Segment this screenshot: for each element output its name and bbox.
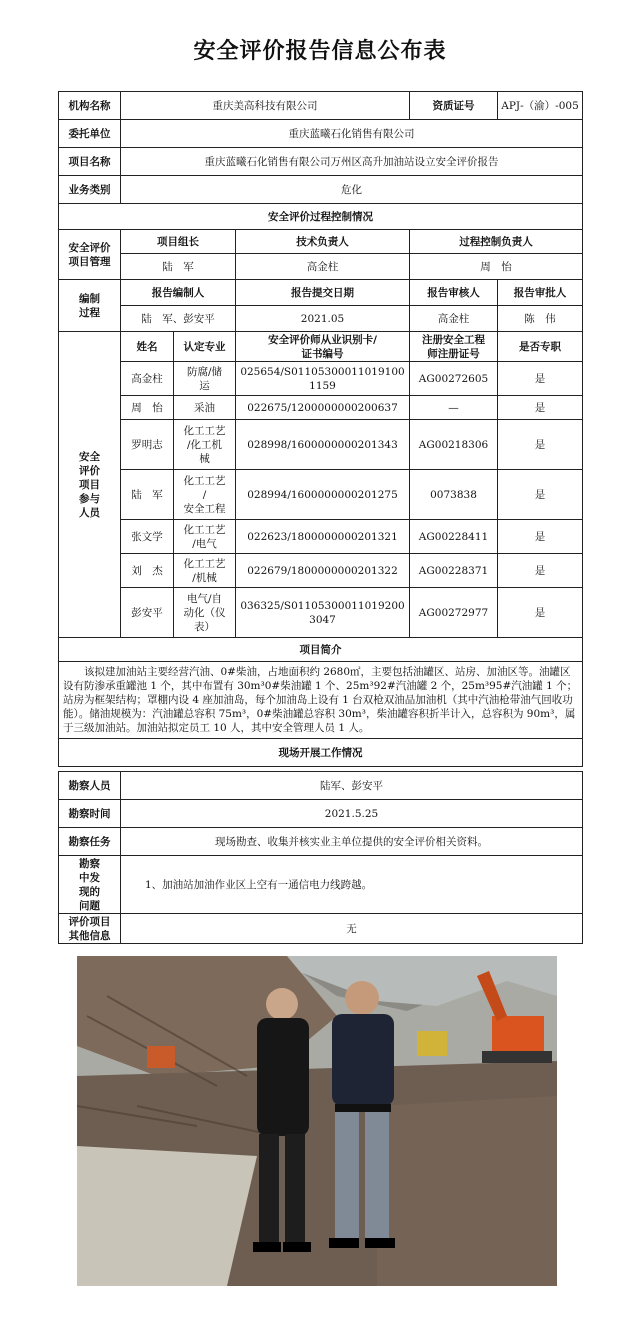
staff-reg: AG00228411: [410, 520, 498, 554]
issues-label: 勘察 中发 现的 问题: [59, 856, 121, 914]
compile-header-approver: 报告审批人: [498, 280, 583, 306]
site-photo-image: [77, 956, 557, 1286]
survey-time: 2021.5.25: [121, 800, 583, 828]
survey-task: 现场勘查、收集并核实业主单位提供的安全评价相关资料。: [121, 828, 583, 856]
staff-name: 高金柱: [121, 362, 174, 396]
business-type: 危化: [121, 176, 583, 204]
table-row: [59, 520, 583, 554]
table-row: [59, 554, 583, 588]
compile-header-reviewer: 报告审核人: [410, 280, 498, 306]
staff-name: 罗明志: [121, 420, 174, 470]
staff-header-fulltime: 是否专职: [498, 332, 583, 362]
mgmt-control: 周 怡: [410, 254, 583, 280]
staff-fulltime: 是: [498, 520, 583, 554]
mgmt-label: 安全评价 项目管理: [59, 230, 121, 280]
staff-fulltime: 是: [498, 470, 583, 520]
staff-reg: AG00228371: [410, 554, 498, 588]
staff-name: 彭安平: [121, 588, 174, 638]
table-row: [59, 396, 583, 420]
staff-fulltime: 是: [498, 396, 583, 420]
cert-number: APJ-（渝）-005: [498, 92, 583, 120]
staff-header-major: 认定专业: [174, 332, 236, 362]
staff-name: 刘 杰: [121, 554, 174, 588]
staff-cert: 028998/1600000000201343: [236, 420, 410, 470]
mgmt-header-leader: 项目组长: [121, 230, 236, 254]
other-info: 无: [121, 914, 583, 944]
staff-major: 化工工艺 /化工机 械: [174, 420, 236, 470]
staff-major: 电气/自 动化（仪 表）: [174, 588, 236, 638]
staff-reg: AG00272605: [410, 362, 498, 396]
table-row: [59, 362, 583, 396]
staff-cert: 022623/1800000000201321: [236, 520, 410, 554]
staff-fulltime: 是: [498, 554, 583, 588]
survey-task-label: 勘察任务: [59, 828, 121, 856]
compile-header-date: 报告提交日期: [236, 280, 410, 306]
staff-label: 安全 评价 项目 参与 人员: [59, 332, 121, 638]
surveyors: 陆军、彭安平: [121, 772, 583, 800]
staff-name: 陆 军: [121, 470, 174, 520]
business-label: 业务类别: [59, 176, 121, 204]
staff-reg: 0073838: [410, 470, 498, 520]
staff-cert: 036325/S011053000110192003047: [236, 588, 410, 638]
staff-header-name: 姓名: [121, 332, 174, 362]
staff-reg: —: [410, 396, 498, 420]
staff-cert: 025654/S011053000110191001159: [236, 362, 410, 396]
staff-header-reg: 注册安全工程 师注册证号: [410, 332, 498, 362]
surveyors-label: 勘察人员: [59, 772, 121, 800]
staff-major: 化工工艺 / 安全工程: [174, 470, 236, 520]
org-name: 重庆美高科技有限公司: [121, 92, 410, 120]
table-row: [59, 470, 583, 520]
staff-major: 防腐/储 运: [174, 362, 236, 396]
table-row: [59, 420, 583, 470]
compile-label: 编制 过程: [59, 280, 121, 332]
mgmt-tech: 高金柱: [236, 254, 410, 280]
staff-major: 化工工艺 /机械: [174, 554, 236, 588]
survey-time-label: 勘察时间: [59, 800, 121, 828]
org-name-label: 机构名称: [59, 92, 121, 120]
compile-header-author: 报告编制人: [121, 280, 236, 306]
site-table: [58, 771, 583, 944]
project-label: 项目名称: [59, 148, 121, 176]
compile-reviewer: 高金柱: [410, 306, 498, 332]
intro-header: 项目简介: [59, 638, 583, 662]
staff-major: 采油: [174, 396, 236, 420]
client-label: 委托单位: [59, 120, 121, 148]
process-header: 安全评价过程控制情况: [59, 204, 583, 230]
table-row: [59, 588, 583, 638]
staff-fulltime: 是: [498, 362, 583, 396]
staff-cert: 028994/1600000000201275: [236, 470, 410, 520]
staff-major: 化工工艺 /电气: [174, 520, 236, 554]
staff-fulltime: 是: [498, 588, 583, 638]
mgmt-leader: 陆 军: [121, 254, 236, 280]
other-info-label: 评价项目 其他信息: [59, 914, 121, 944]
mgmt-header-tech: 技术负责人: [236, 230, 410, 254]
staff-name: 张文学: [121, 520, 174, 554]
compile-approver: 陈 伟: [498, 306, 583, 332]
info-table: [58, 91, 583, 767]
staff-fulltime: 是: [498, 420, 583, 470]
client-name: 重庆蓝曦石化销售有限公司: [121, 120, 583, 148]
site-photo: [77, 956, 557, 1286]
staff-cert: 022679/1800000000201322: [236, 554, 410, 588]
project-name: 重庆蓝曦石化销售有限公司万州区高升加油站设立安全评价报告: [121, 148, 583, 176]
mgmt-header-control: 过程控制负责人: [410, 230, 583, 254]
page-title: 安全评价报告信息公布表: [193, 39, 447, 64]
staff-reg: AG00272977: [410, 588, 498, 638]
intro-text: 该拟建加油站主要经营汽油、0#柴油，占地面积约 2680㎡，主要包括油罐区、站房、加油区等。油罐区设有防渗承重罐池 1 个，其中布置有 30m³0#柴油罐 1 个、25m³92#汽油罐 2 个，25m³95#汽油罐 1 个；站房为框架结构；罩棚内设 4 座加油岛，每个加油岛上设有 1 台双枪双油品加油机（其中汽油枪带油气回收功能）。储油规模为：汽油罐总容积 75m³，0#柴油罐总容积 30m³，柴油罐容积折半计入，总容积为 90m³，属于三级加油站。加油站拟定员工 10 人，其中安全管理人员 1 人。: [59, 662, 583, 739]
compile-author: 陆 军、彭安平: [121, 306, 236, 332]
staff-name: 周 怡: [121, 396, 174, 420]
site-header: 现场开展工作情况: [59, 739, 583, 767]
issues: 1、加油站加油作业区上空有一通信电力线跨越。: [121, 856, 583, 914]
cert-label: 资质证号: [410, 92, 498, 120]
compile-date: 2021.05: [236, 306, 410, 332]
staff-header-cert: 安全评价师从业识别卡/ 证书编号: [236, 332, 410, 362]
staff-cert: 022675/1200000000200637: [236, 396, 410, 420]
staff-reg: AG00218306: [410, 420, 498, 470]
